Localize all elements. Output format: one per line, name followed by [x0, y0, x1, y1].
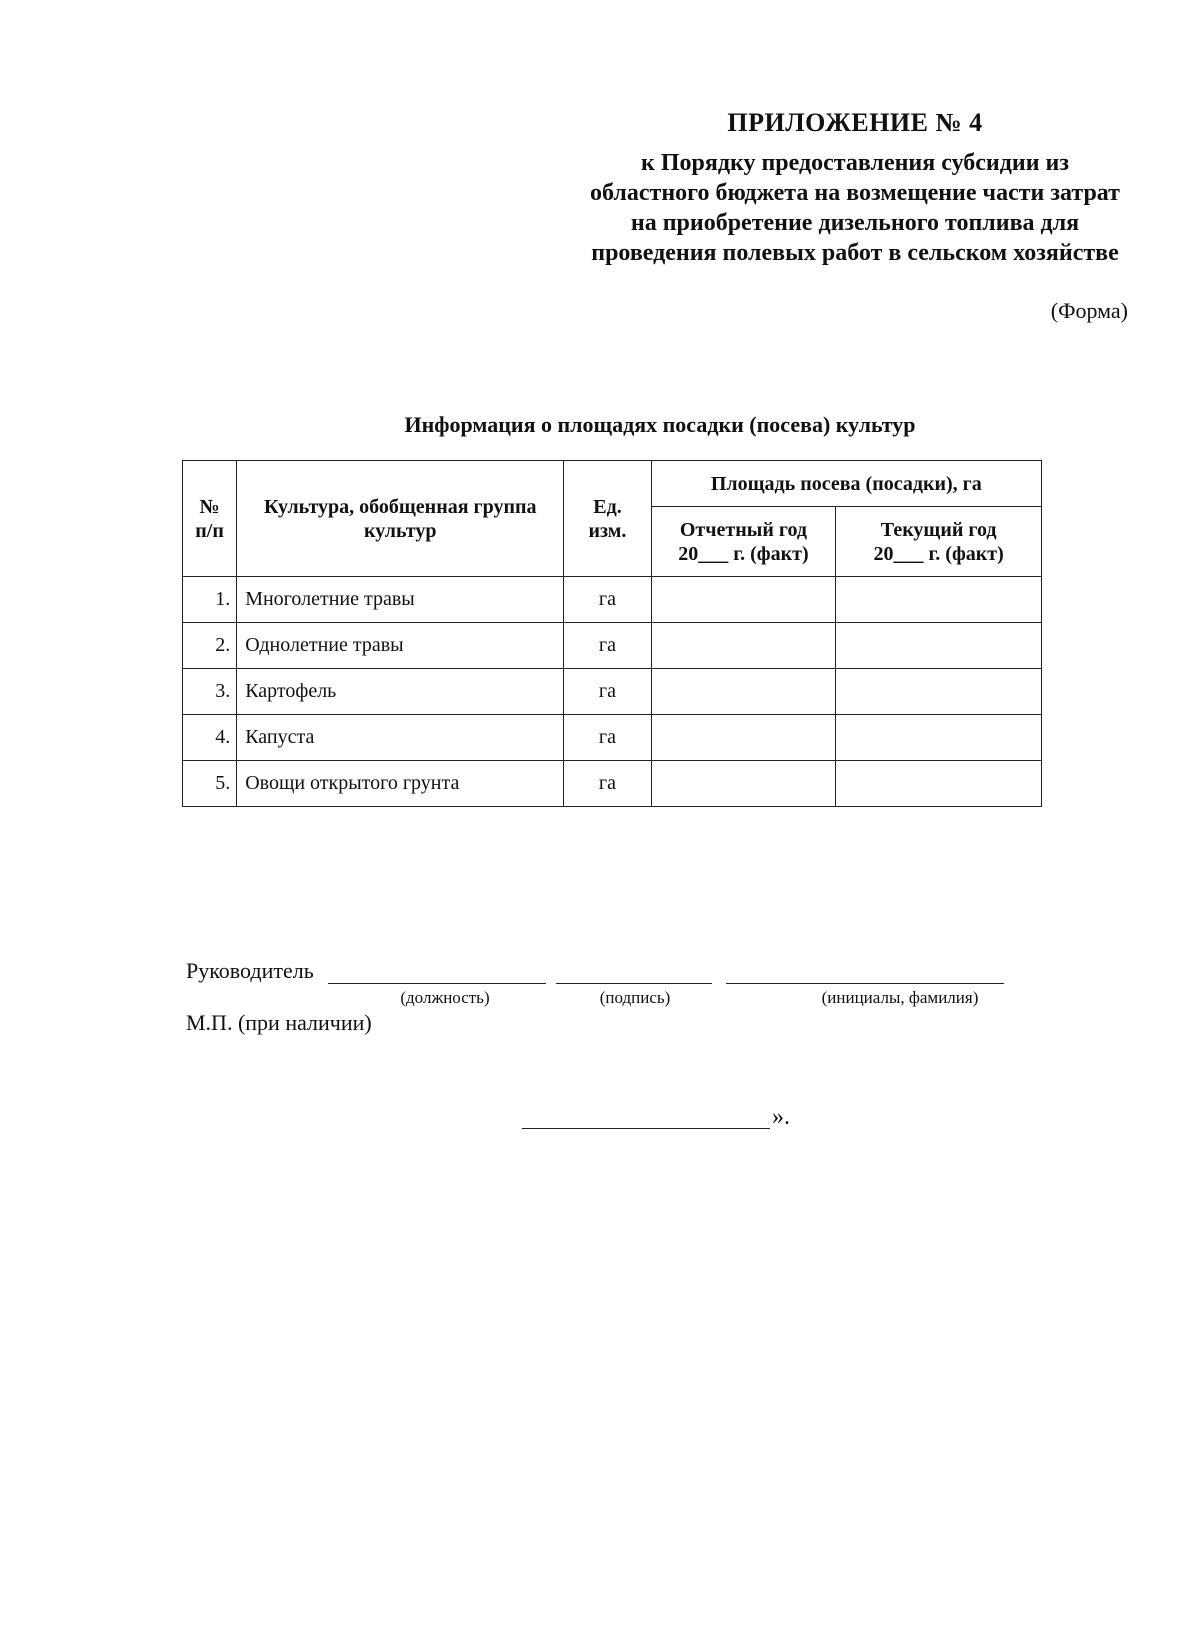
table-row — [183, 761, 1042, 807]
table-row — [183, 669, 1042, 715]
row-prev-year-value[interactable] — [651, 577, 836, 623]
signature-line[interactable] — [556, 983, 712, 984]
stamp-label: М.П. (при наличии) — [186, 1010, 372, 1035]
row-unit: га — [564, 623, 651, 669]
header-crop: Культура, обобщенная группа культур — [237, 461, 564, 577]
row-number: 3. — [183, 669, 237, 715]
table-row — [183, 623, 1042, 669]
table-row — [183, 577, 1042, 623]
table-row — [183, 715, 1042, 761]
header-prev-year: Отчетный год 20___ г. (факт) — [651, 507, 836, 577]
row-curr-year-value[interactable] — [836, 761, 1042, 807]
signature-caption: (подпись) — [599, 988, 671, 1007]
header-num: № п/п — [183, 461, 237, 577]
name-caption: (инициалы, фамилия) — [821, 988, 979, 1007]
row-crop: Многолетние травы — [237, 577, 564, 623]
form-note: (Форма) — [1050, 298, 1128, 323]
row-curr-year-value[interactable] — [836, 577, 1042, 623]
document-title: Информация о площадях посадки (посева) культур — [404, 412, 916, 437]
row-number: 2. — [183, 623, 237, 669]
closing-line — [522, 1128, 770, 1129]
row-crop: Капуста — [237, 715, 564, 761]
row-curr-year-value[interactable] — [836, 623, 1042, 669]
closing-mark: ». — [772, 1104, 790, 1130]
crop-area-table — [182, 460, 1042, 807]
row-unit: га — [564, 669, 651, 715]
row-number: 4. — [183, 715, 237, 761]
position-line[interactable] — [328, 983, 546, 984]
row-crop: Овощи открытого грунта — [237, 761, 564, 807]
row-prev-year-value[interactable] — [651, 623, 836, 669]
header-curr-year: Текущий год 20___ г. (факт) — [836, 507, 1042, 577]
row-prev-year-value[interactable] — [651, 669, 836, 715]
row-curr-year-value[interactable] — [836, 715, 1042, 761]
header-unit: Ед. изм. — [564, 461, 651, 577]
row-crop: Однолетние травы — [237, 623, 564, 669]
name-line[interactable] — [726, 983, 1004, 984]
row-unit: га — [564, 761, 651, 807]
header-area: Площадь посева (посадки), га — [651, 461, 1041, 507]
row-number: 1. — [183, 577, 237, 623]
appendix-title: ПРИЛОЖЕНИЕ № 4 — [727, 108, 983, 137]
row-prev-year-value[interactable] — [651, 715, 836, 761]
row-unit: га — [564, 577, 651, 623]
appendix-subtitle: к Порядку предоставления субсидии из областного бюджета на возмещение части затрат на приобретение дизельного топлива для проведения полевых работ в сельском хозяйстве — [590, 150, 1120, 266]
row-crop: Картофель — [237, 669, 564, 715]
position-caption: (должность) — [400, 988, 490, 1007]
head-label: Руководитель — [186, 958, 314, 983]
row-curr-year-value[interactable] — [836, 669, 1042, 715]
row-number: 5. — [183, 761, 237, 807]
row-unit: га — [564, 715, 651, 761]
row-prev-year-value[interactable] — [651, 761, 836, 807]
